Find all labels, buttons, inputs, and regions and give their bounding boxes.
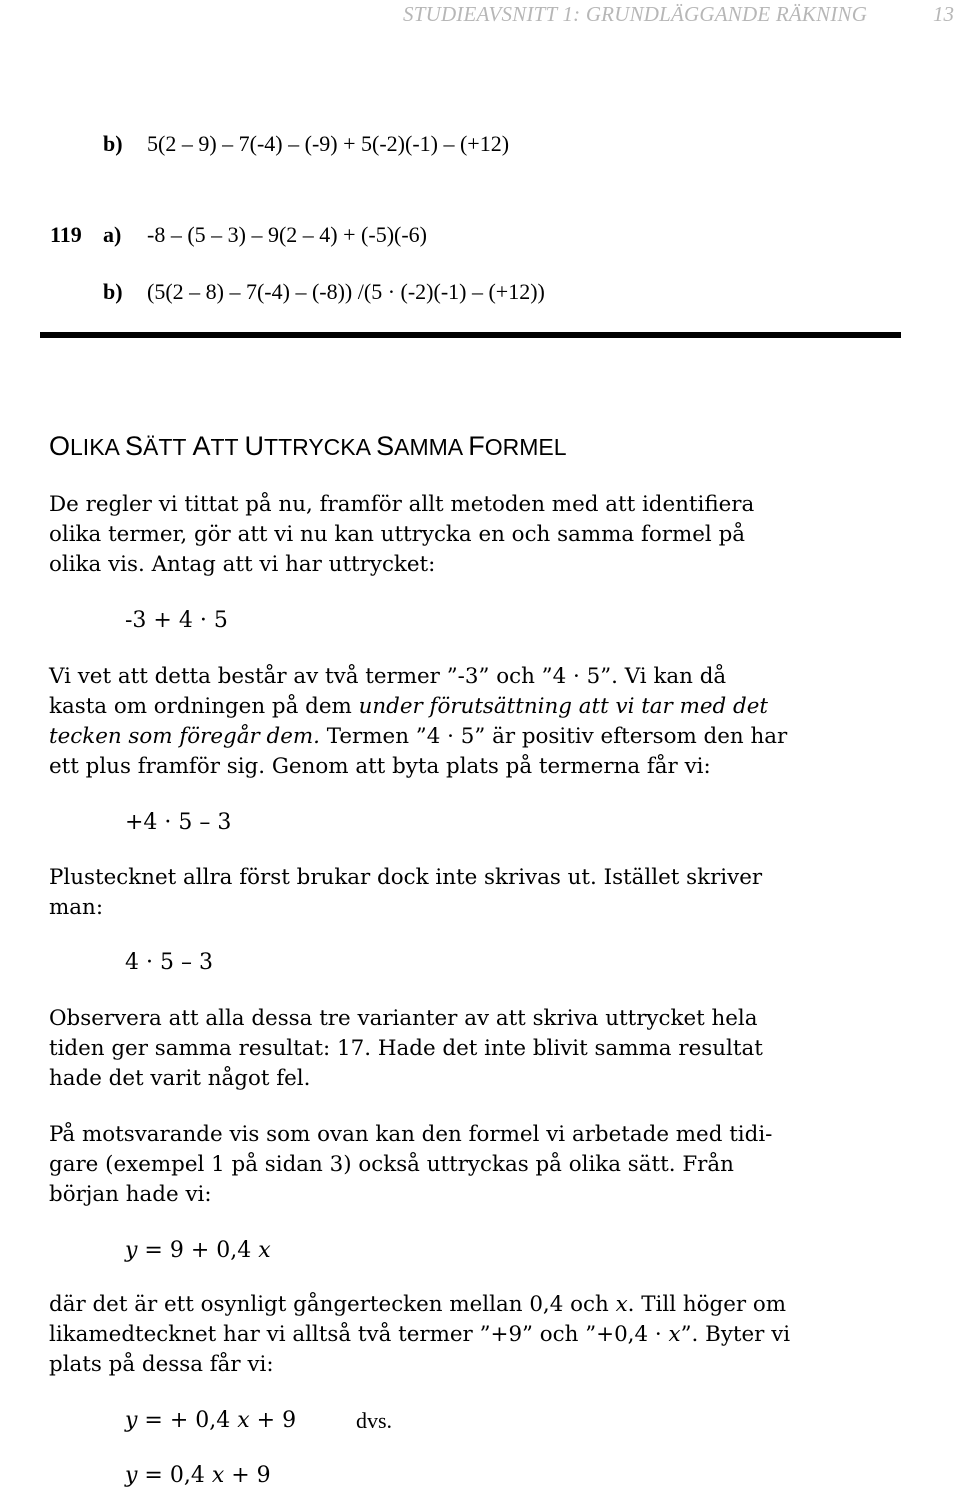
page-number: 13 [933, 2, 954, 26]
dvs-text: dvs. [356, 1408, 393, 1433]
emphasis-text: under förutsättning att vi tar med det [358, 694, 768, 719]
text-run: kasta om ordningen på dem [49, 694, 359, 719]
text-line: gare (exempel 1 på sidan 3) också uttryckas på olika sätt. Från [49, 1152, 734, 1177]
variable-x: x [258, 1238, 271, 1263]
text-line: början hade vi: [49, 1182, 212, 1207]
plus-sign-paragraph [49, 863, 909, 923]
exercise-label: b) [103, 131, 123, 156]
variable-y: y [125, 1238, 138, 1263]
variable-y: y [125, 1463, 138, 1488]
formula-1 [125, 1236, 271, 1266]
formula-3 [125, 1461, 271, 1491]
exercise-118b [50, 131, 750, 157]
text-run: Termen ”4 · 5” är positiv eftersom den har [319, 724, 788, 749]
text-run: där det är ett osynligt gångertecken mellan 0,4 och [49, 1292, 616, 1317]
terms-paragraph [49, 662, 909, 782]
text-line [49, 1290, 909, 1320]
text-line [49, 692, 909, 722]
formula-text: + 9 [249, 1408, 297, 1433]
exercise-expression: 5(2 – 9) – 7(-4) – (-9) + 5(-2)(-1) – (+12) [147, 131, 510, 156]
variable-y: y [125, 1408, 138, 1433]
exercise-expression: (5(2 – 8) – 7(-4) – (-8)) /(5 · (-2)(-1) – (+12)) [147, 279, 545, 304]
running-header [0, 2, 960, 24]
formula-text: = 0,4 [137, 1463, 212, 1488]
section-divider [40, 332, 901, 338]
section-heading: OLIKA SÄTT ATT UTTRYCKA SAMMA FORMEL [49, 431, 567, 461]
exercise-119b [50, 279, 750, 305]
text-line: man: [49, 895, 104, 920]
variable-x: x [237, 1408, 250, 1433]
formula-text: = + 0,4 [137, 1408, 238, 1433]
exercise-number: 119 [50, 222, 82, 247]
observation-paragraph [49, 1004, 909, 1094]
expression-3: 4 · 5 – 3 [125, 950, 213, 975]
intro-paragraph [49, 490, 909, 580]
text-line: plats på dessa får vi: [49, 1352, 274, 1377]
text-run: likamedtecknet har vi alltså två termer ”+9” och ”+0,4 · [49, 1322, 669, 1347]
text-line: På motsvarande vis som ovan kan den formel vi arbetade med tidi- [49, 1122, 773, 1147]
exercise-119a [50, 222, 750, 248]
variable-x: x [211, 1463, 225, 1488]
text-line: ett plus framför sig. Genom att byta plats på termerna får vi: [49, 754, 711, 779]
expression-1: -3 + 4 · 5 [125, 608, 228, 633]
text-line: tiden ger samma resultat: 17. Hade det inte blivit samma resultat [49, 1036, 763, 1061]
text-run: . Till höger om [627, 1292, 787, 1317]
formula-paragraph [49, 1120, 909, 1210]
text-line [49, 1320, 909, 1350]
text-line: Vi vet att detta består av två termer ”-3” och ”4 · 5”. Vi kan då [49, 664, 727, 689]
section-title: STUDIEAVSNITT 1: GRUNDLÄGGANDE RÄKNING [403, 2, 868, 26]
emphasis-text: tecken som föregår dem. [49, 724, 320, 749]
text-line: Observera att alla dessa tre varianter av att skriva uttrycket hela [49, 1006, 758, 1031]
exercise-label: a) [103, 222, 122, 247]
expression-2: +4 · 5 – 3 [125, 810, 232, 835]
variable-x: x [668, 1322, 681, 1347]
formula-2 [125, 1406, 445, 1436]
exercise-label: b) [103, 279, 123, 304]
formula-text: = 9 + 0,4 [137, 1238, 259, 1263]
swap-paragraph [49, 1290, 909, 1380]
text-line: olika termer, gör att vi nu kan uttrycka en och samma formel på [49, 522, 746, 547]
formula-text: + 9 [224, 1463, 271, 1488]
text-line: hade det varit något fel. [49, 1066, 311, 1091]
variable-x: x [615, 1292, 628, 1317]
text-line: Plustecknet allra först brukar dock inte skrivas ut. Istället skriver [49, 865, 763, 890]
text-line: De regler vi tittat på nu, framför allt metoden med att identifiera [49, 492, 755, 517]
text-line [49, 722, 909, 752]
text-line: olika vis. Antag att vi har uttrycket: [49, 552, 436, 577]
exercise-expression: -8 – (5 – 3) – 9(2 – 4) + (-5)(-6) [147, 222, 427, 247]
text-run: ”. Byter vi [680, 1322, 791, 1347]
